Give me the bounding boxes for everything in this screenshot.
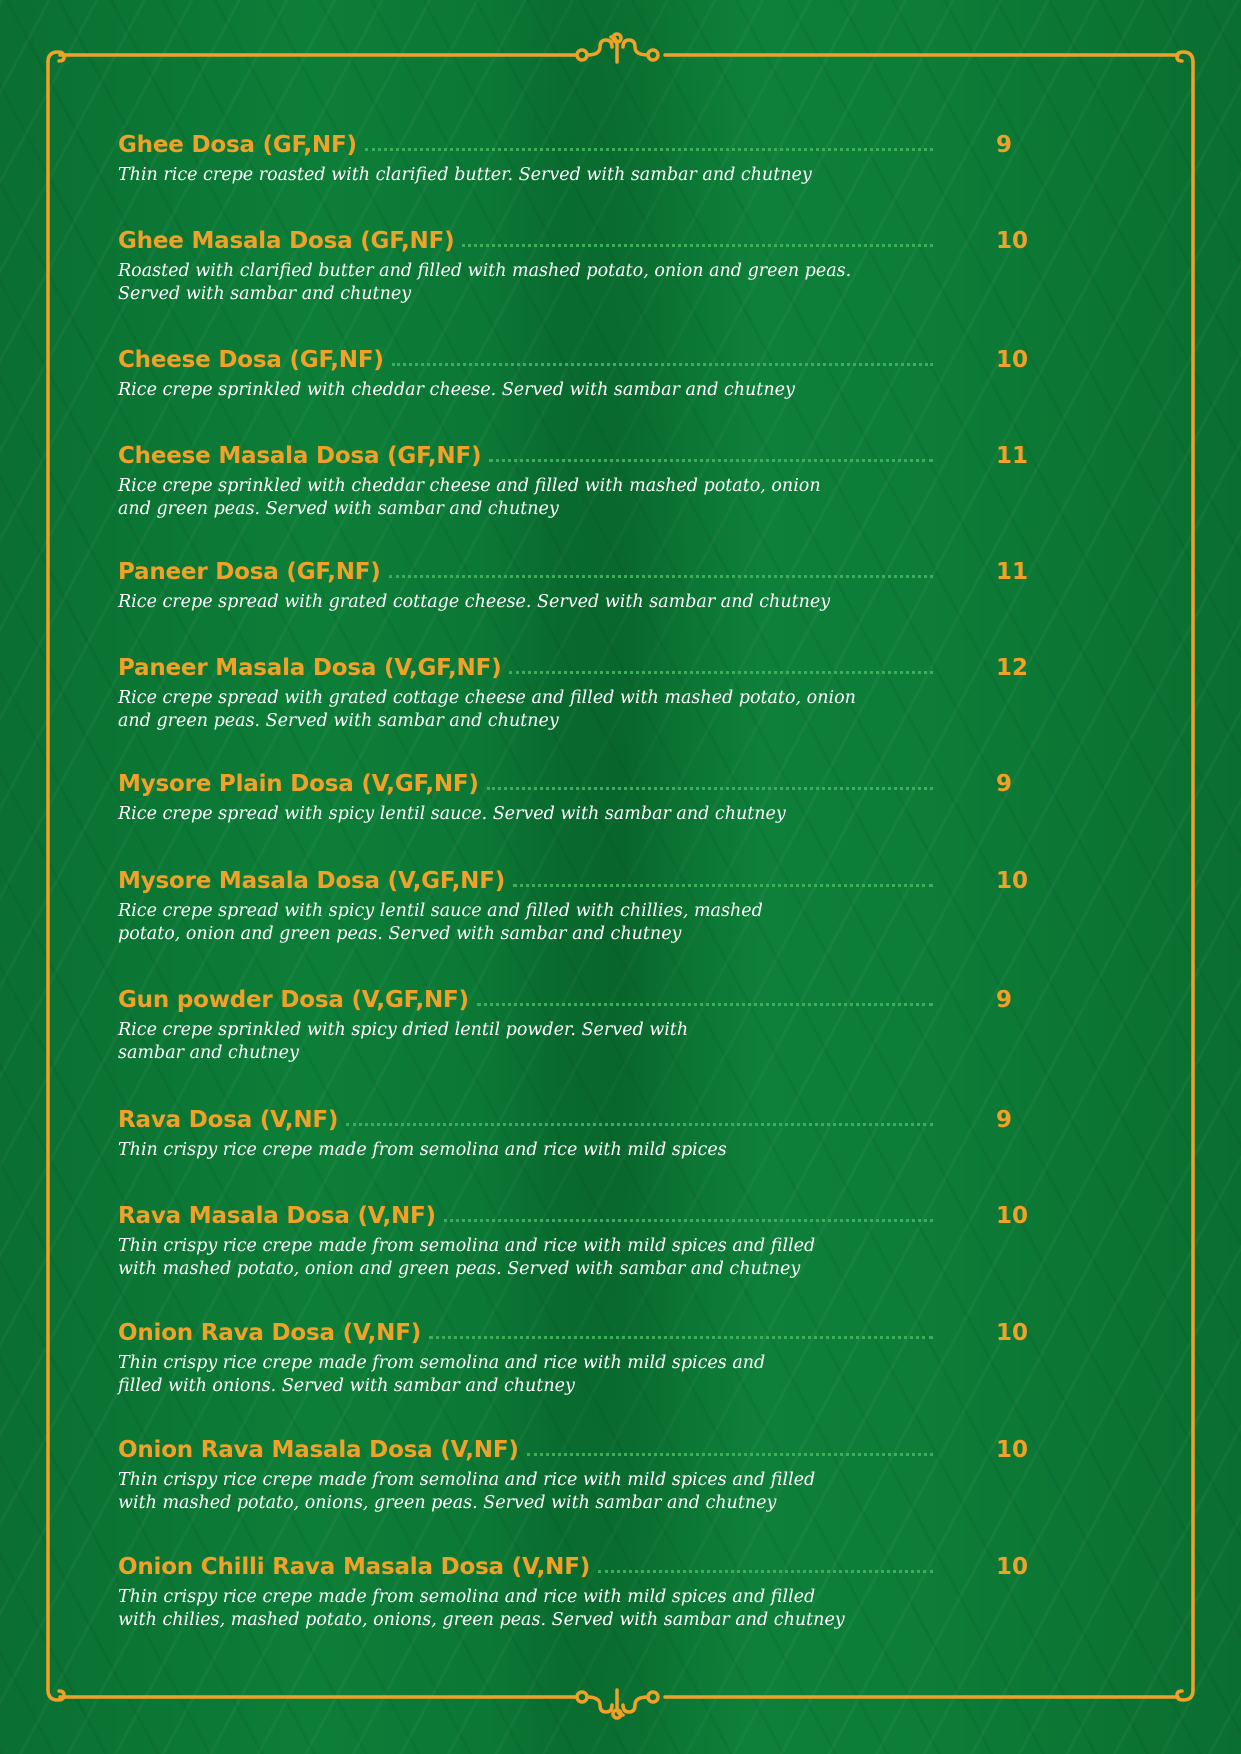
item-price: 9 (996, 132, 1013, 158)
item-description: Thin crispy rice crepe made from semolina and rice with mild spices and filled with onions. Served with sambar and chutney (118, 1353, 766, 1396)
item-name: Mysore Masala Dosa (V,GF,NF) (118, 868, 506, 894)
item-price: 9 (996, 987, 1013, 1013)
item-description: Rice crepe sprinkled with spicy dried lentil powder. Served with sambar and chutney (118, 1020, 689, 1063)
menu-item (118, 1312, 1038, 1429)
item-description: Rice crepe spread with grated cottage cheese. Served with sambar and chutney (118, 592, 831, 612)
item-price: 10 (996, 1554, 1029, 1580)
item-description: Thin crispy rice crepe made from semolina and rice with mild spices (118, 1140, 727, 1160)
menu-item (118, 763, 1038, 860)
menu-item (118, 860, 1038, 979)
item-price: 10 (996, 1437, 1029, 1463)
menu-item (118, 220, 1038, 339)
item-name: Cheese Dosa (GF,NF) (118, 347, 384, 373)
dotted-leader (346, 1123, 933, 1126)
dosa-menu-list (118, 124, 1038, 1630)
item-description: Rice crepe sprinkled with cheddar cheese. Served with sambar and chutney (118, 380, 795, 400)
item-name: Rava Dosa (V,NF) (118, 1107, 339, 1133)
item-description: Thin crispy rice crepe made from semolina and rice with mild spices and filled with mashed potato, onions, green peas. Served with sambar and chutney (118, 1470, 816, 1513)
dotted-leader (487, 787, 933, 790)
item-description: Rice crepe spread with spicy lentil sauce and filled with chillies, mashed potato, onion and green peas. Served with sambar and chutney (118, 901, 763, 944)
menu-item (118, 1429, 1038, 1546)
item-description: Thin crispy rice crepe made from semolina and rice with mild spices and filled with chilies, mashed potato, onions, green peas. Served with sambar and chutney (118, 1587, 845, 1630)
dotted-leader (489, 459, 933, 462)
item-name: Ghee Dosa (GF,NF) (118, 132, 357, 158)
item-name: Gun powder Dosa (V,GF,NF) (118, 987, 469, 1013)
item-price: 11 (996, 559, 1029, 585)
item-price: 9 (996, 1107, 1013, 1133)
dotted-leader (477, 1003, 933, 1006)
item-price: 10 (996, 868, 1029, 894)
menu-item (118, 1546, 1038, 1630)
dotted-leader (365, 148, 933, 151)
menu-item (118, 339, 1038, 435)
dotted-leader (513, 884, 933, 887)
menu-item (118, 647, 1038, 763)
dotted-leader (462, 244, 933, 247)
item-price: 10 (996, 228, 1029, 254)
item-description: Thin rice crepe roasted with clarified butter. Served with sambar and chutney (118, 165, 812, 185)
menu-item (118, 435, 1038, 551)
item-name: Onion Rava Dosa (V,NF) (118, 1320, 422, 1346)
menu-item (118, 124, 1038, 220)
item-price: 11 (996, 443, 1029, 469)
menu-item (118, 979, 1038, 1099)
menu-item (118, 1195, 1038, 1312)
dotted-leader (389, 575, 933, 578)
item-price: 10 (996, 347, 1029, 373)
menu-item (118, 551, 1038, 647)
item-description: Roasted with clarified butter and filled with mashed potato, onion and green peas. Served with sambar and chutney (118, 261, 852, 304)
item-name: Paneer Masala Dosa (V,GF,NF) (118, 655, 502, 681)
item-name: Ghee Masala Dosa (GF,NF) (118, 228, 455, 254)
dotted-leader (509, 671, 933, 674)
item-name: Onion Rava Masala Dosa (V,NF) (118, 1437, 519, 1463)
item-price: 10 (996, 1320, 1029, 1346)
item-description: Rice crepe spread with spicy lentil sauce. Served with sambar and chutney (118, 804, 786, 824)
item-description: Rice crepe sprinkled with cheddar cheese and filled with mashed potato, onion and green peas. Served with sambar and chutney (118, 476, 821, 519)
item-price: 9 (996, 771, 1013, 797)
item-name: Cheese Masala Dosa (GF,NF) (118, 443, 482, 469)
item-name: Rava Masala Dosa (V,NF) (118, 1203, 436, 1229)
item-name: Paneer Dosa (GF,NF) (118, 559, 381, 585)
dotted-leader (444, 1219, 933, 1222)
item-price: 10 (996, 1203, 1029, 1229)
item-name: Onion Chilli Rava Masala Dosa (V,NF) (118, 1554, 591, 1580)
dotted-leader (527, 1453, 933, 1456)
item-description: Rice crepe spread with grated cottage cheese and filled with mashed potato, onion and green peas. Served with sambar and chutney (118, 688, 856, 731)
item-name: Mysore Plain Dosa (V,GF,NF) (118, 771, 479, 797)
item-price: 12 (996, 655, 1029, 681)
item-description: Thin crispy rice crepe made from semolina and rice with mild spices and filled with mashed potato, onion and green peas. Served with sambar and chutney (118, 1236, 816, 1279)
dotted-leader (598, 1570, 933, 1573)
menu-item (118, 1099, 1038, 1195)
dotted-leader (392, 363, 933, 366)
dotted-leader (429, 1336, 933, 1339)
